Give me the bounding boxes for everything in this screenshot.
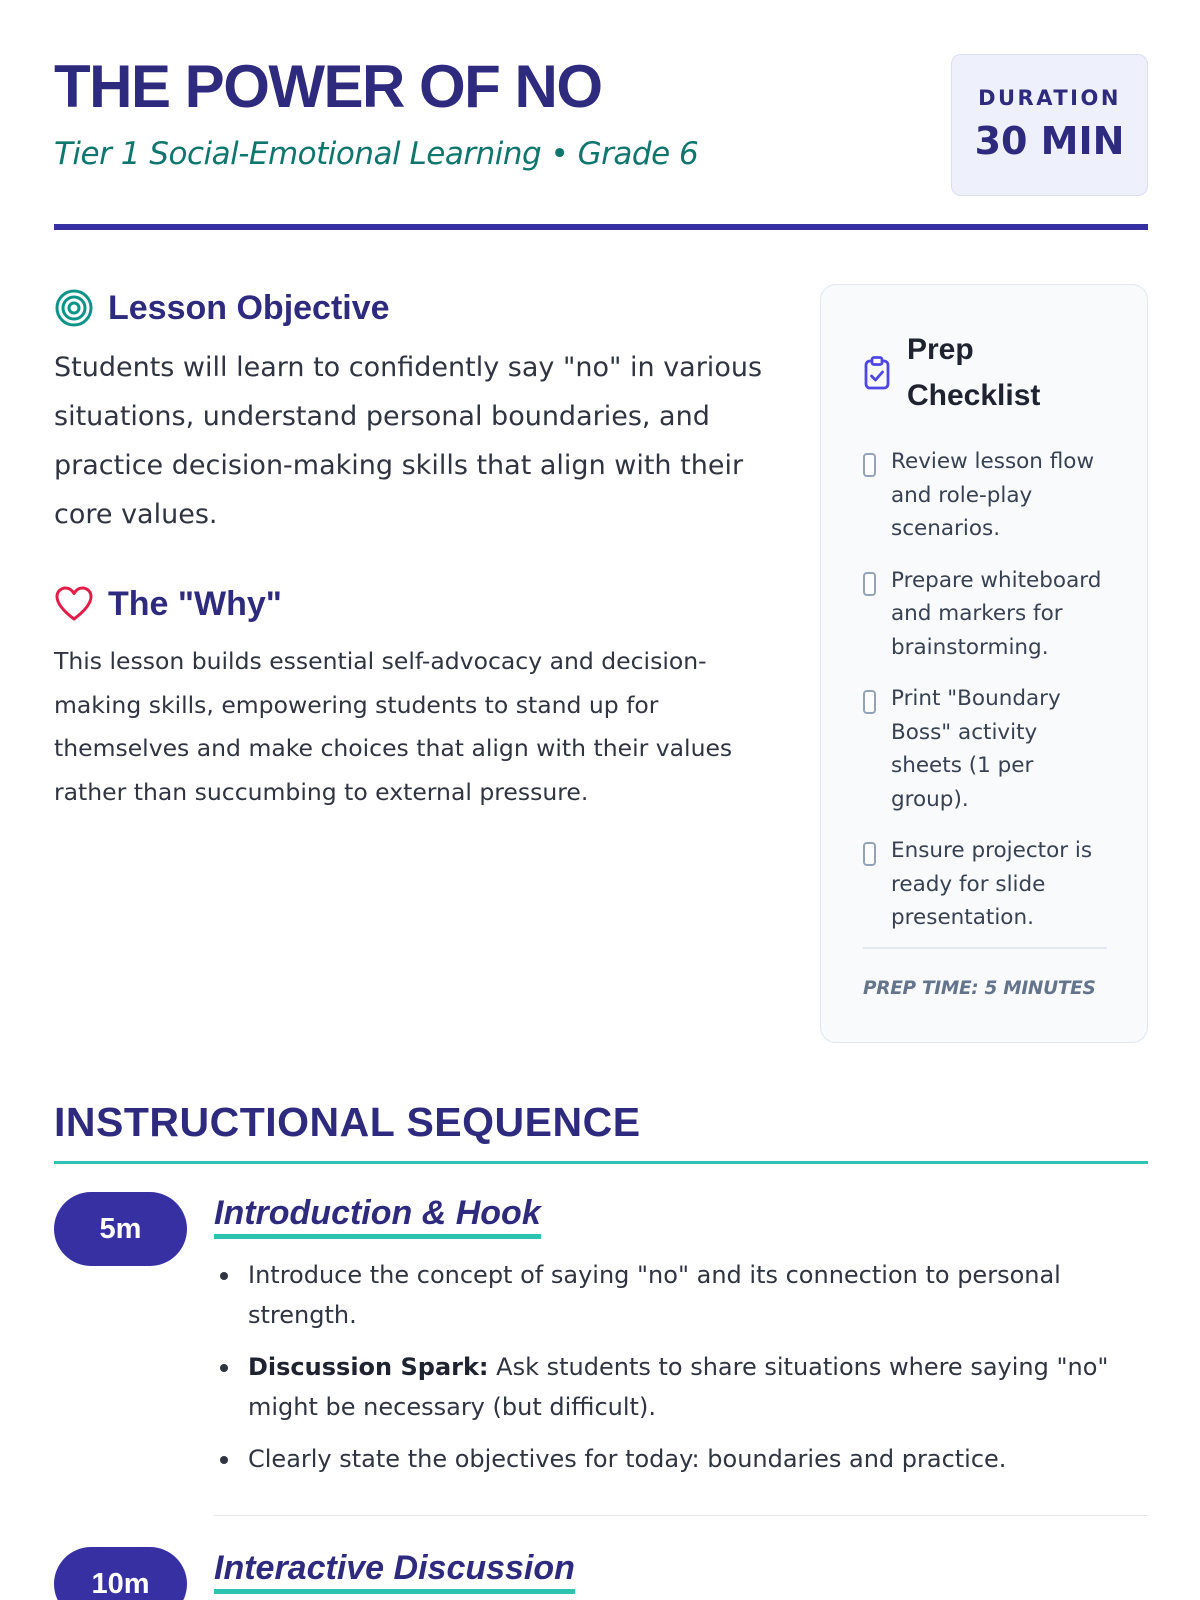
objective-text: Students will learn to confidently say "no" in various situations, understand personal boundaries, and practice decision-making skills that align with their core values. (54, 352, 763, 530)
item-text: Introduce the concept of saying "no" and its connection to personal strength. (248, 1261, 1061, 1329)
prep-checklist (863, 445, 1113, 953)
checkbox[interactable] (863, 453, 876, 477)
step-title: Introduction & Hook (214, 1192, 541, 1239)
step-activity-item (214, 1439, 1114, 1479)
step-divider (214, 1515, 1148, 1516)
item-lead: Discussion Spark: (248, 1353, 489, 1381)
target-icon (54, 288, 94, 328)
duration-label: DURATION (978, 86, 1121, 110)
prep-time: PREP TIME: 5 MINUTES (863, 978, 1096, 999)
step-activity-item (214, 1347, 1114, 1427)
checklist-item (863, 682, 1113, 816)
sequence-step (54, 1547, 1148, 1600)
why-text: This lesson builds essential self-advocacy and decision-making skills, empowering students to stand up for themselves and make choices that align with their values rather than succumbing to external pressure. (54, 647, 733, 806)
step-activity-item (214, 1255, 1114, 1335)
prep-checklist-header (863, 327, 1067, 419)
step-title: Interactive Discussion (214, 1547, 575, 1594)
prep-checklist-card (820, 284, 1148, 1043)
checklist-item (863, 834, 1113, 935)
sequence-title: INSTRUCTIONAL SEQUENCE (54, 1099, 641, 1145)
duration-value: 30 MIN (974, 119, 1125, 163)
checklist-item-text: Print "Boundary Boss" activity sheets (1 per group). (891, 686, 1061, 812)
bullet (220, 1272, 228, 1280)
why-heading-label: The "Why" (108, 585, 282, 623)
prep-checklist-title: Prep Checklist (907, 333, 1041, 412)
checklist-item-text: Prepare whiteboard and markers for brainstorming. (891, 567, 1102, 660)
checkbox[interactable] (863, 690, 876, 714)
sequence-divider (54, 1161, 1148, 1164)
item-text: Clearly state the objectives for today: boundaries and practice. (248, 1445, 1007, 1473)
objective-heading (54, 288, 390, 328)
header-divider (54, 224, 1148, 230)
step-duration-badge: 10m (54, 1547, 187, 1600)
checklist-item-text: Ensure projector is ready for slide presentation. (891, 838, 1093, 930)
objective-heading-label: Lesson Objective (108, 289, 390, 327)
checklist-item (863, 445, 1113, 546)
clipboard-check-icon (863, 355, 891, 391)
page-subtitle: Tier 1 Social-Emotional Learning • Grade 6 (54, 136, 699, 172)
checklist-item (863, 564, 1113, 665)
bullet (220, 1364, 228, 1372)
checkbox[interactable] (863, 842, 876, 866)
why-heading (54, 584, 282, 624)
bullet (220, 1456, 228, 1464)
sequence-step (54, 1192, 1148, 1532)
checkbox[interactable] (863, 572, 876, 596)
checklist-item-text: Review lesson flow and role-play scenarios. (891, 449, 1095, 541)
duration-badge (951, 54, 1148, 196)
page-title: THE POWER OF NO (54, 53, 602, 120)
step-duration-badge: 5m (54, 1192, 187, 1266)
prep-divider (863, 947, 1107, 949)
lesson-header (54, 54, 1148, 230)
heart-icon (54, 584, 94, 624)
step-activity-list (214, 1255, 1114, 1491)
item-text: Ask students to share situations where saying "no" might be necessary (but difficult). (248, 1353, 1109, 1421)
